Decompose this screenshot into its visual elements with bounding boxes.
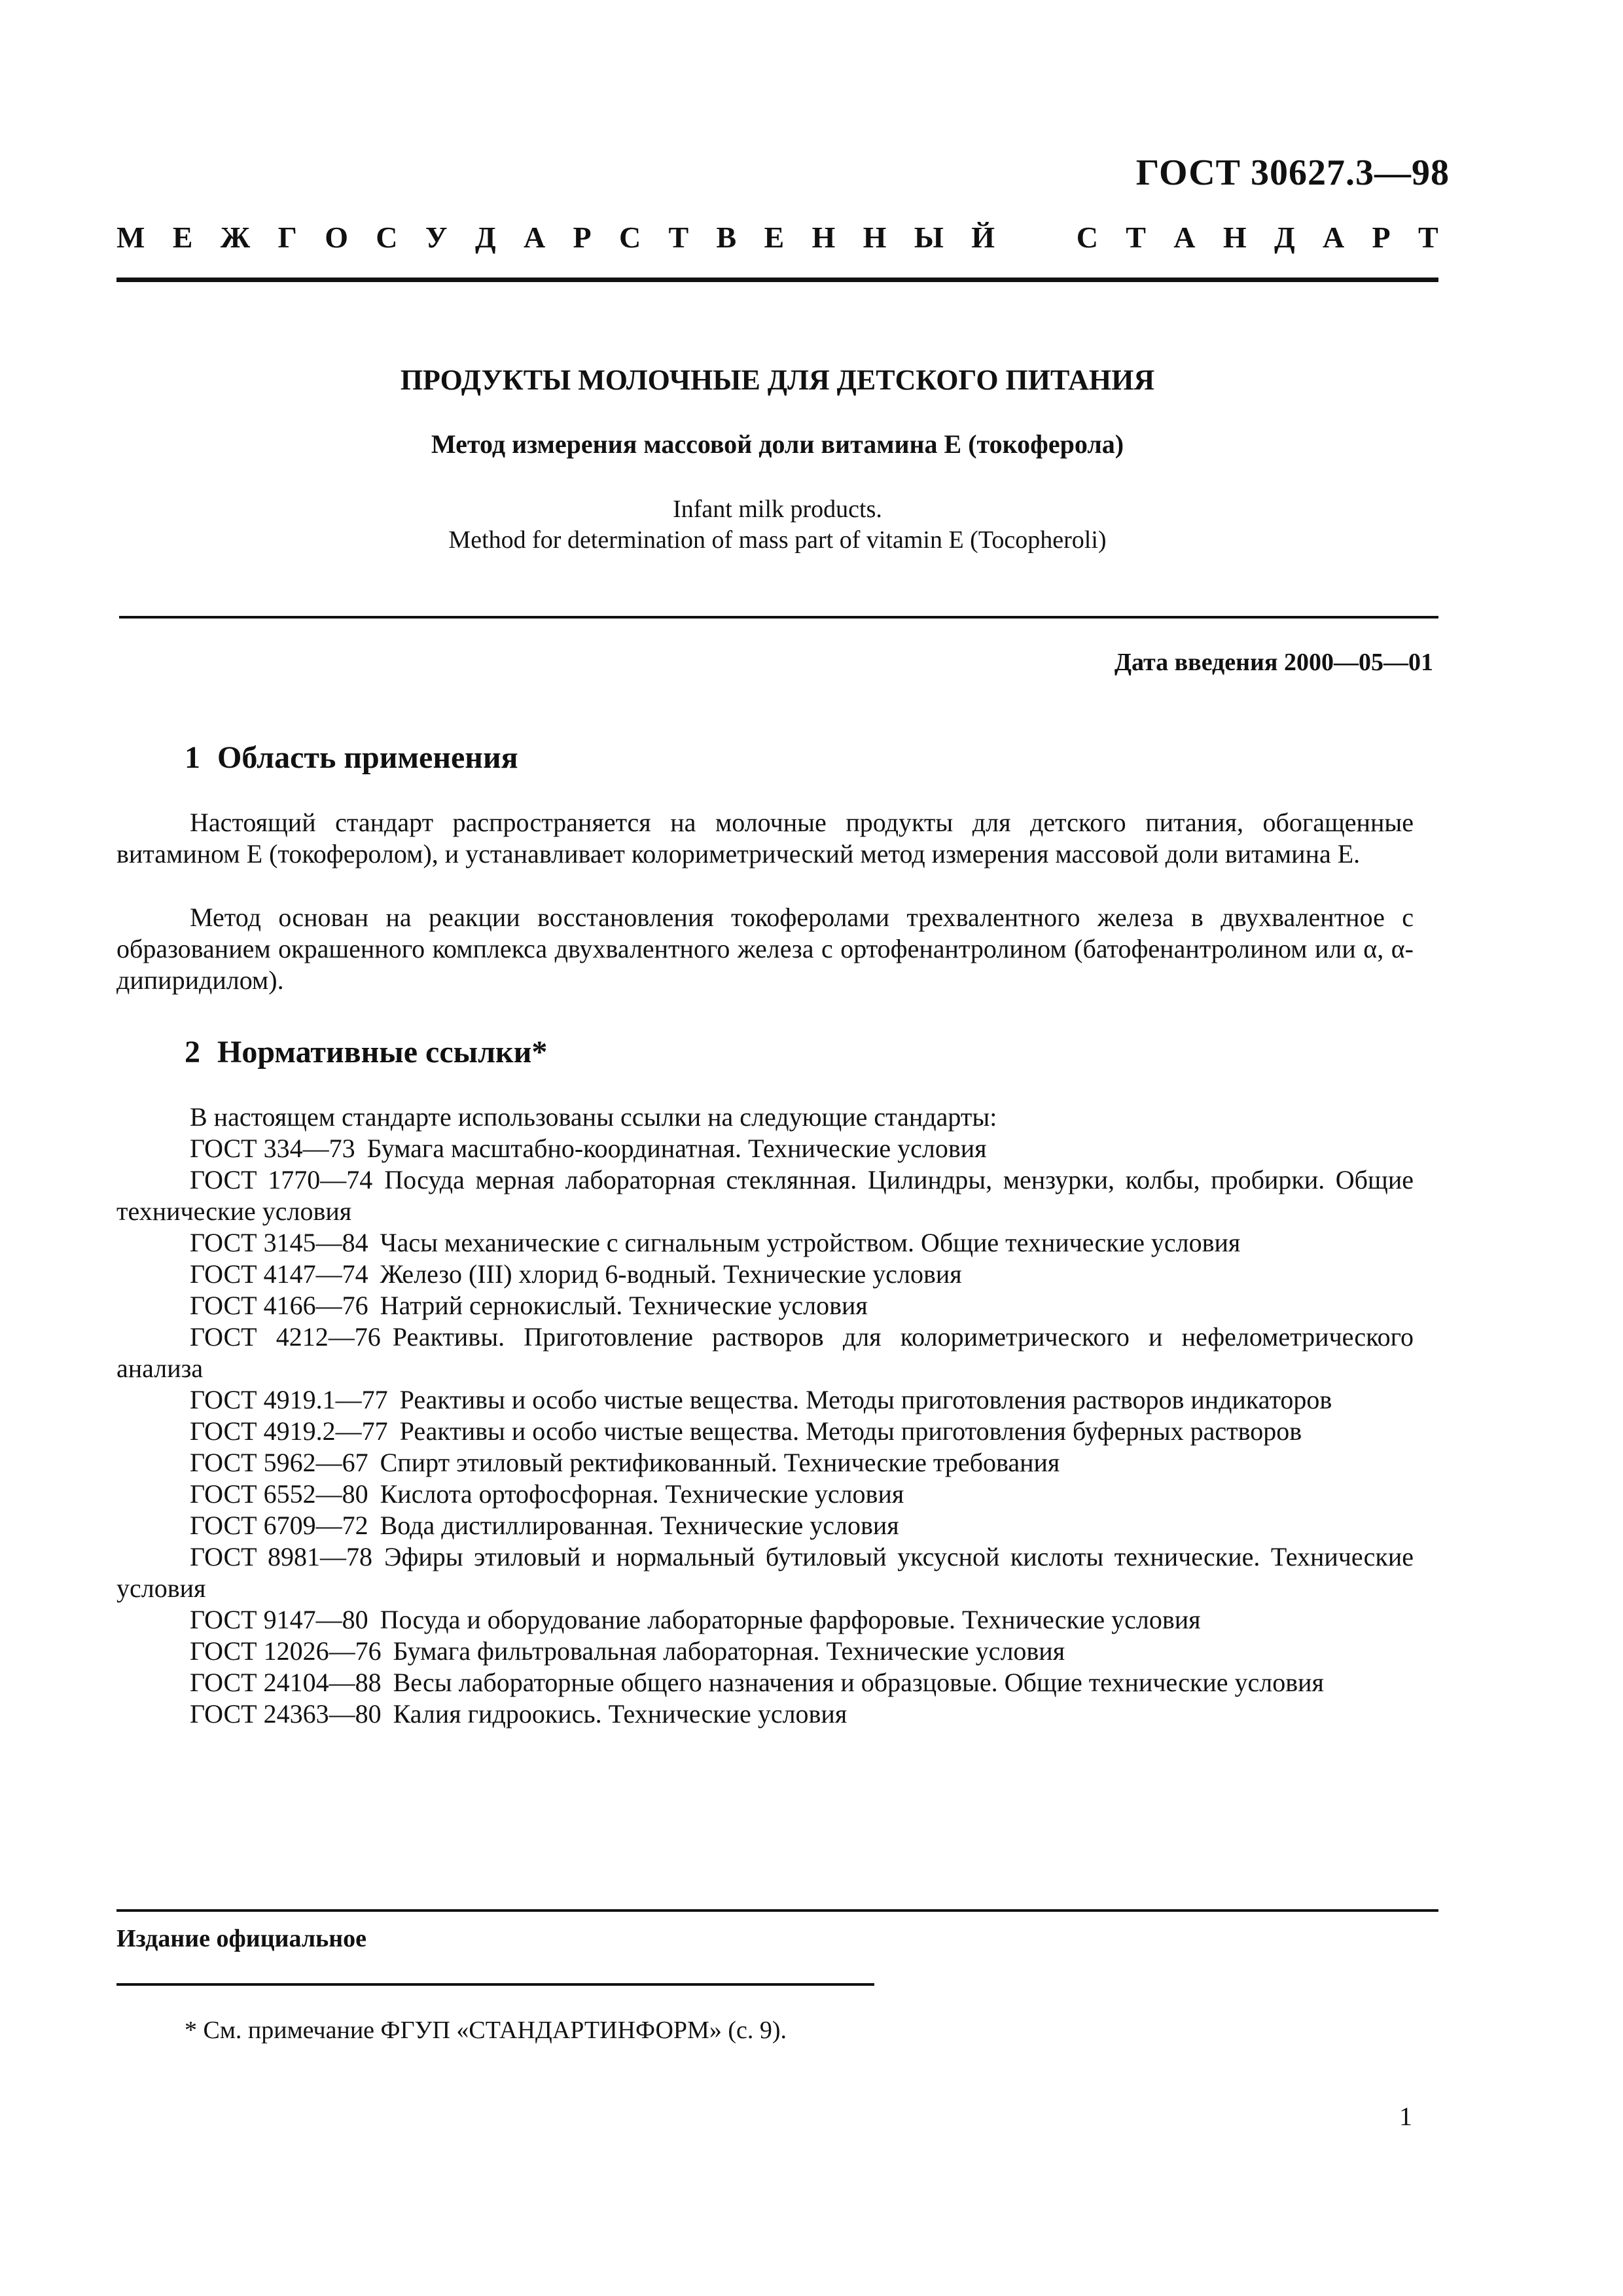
reference-code: ГОСТ 5962—67 <box>190 1448 368 1477</box>
references-intro: В настоящем стандарте использованы ссылки на следующие стандарты: <box>190 1102 997 1132</box>
heading-letter: Н <box>1222 221 1247 254</box>
section-1-heading <box>185 740 518 776</box>
heading-letter: А <box>1173 221 1196 254</box>
word-gap <box>1022 220 1048 255</box>
reference-items <box>116 1133 1414 1730</box>
reference-item <box>116 1604 1414 1636</box>
document-subtitle: Метод измерения массовой доли витамина Е (токоферола) <box>431 429 1124 459</box>
section-1-title: Область применения <box>217 740 518 775</box>
footnote: * См. примечание ФГУП «СТАНДАРТИНФОРМ» (с. 9). <box>185 2017 787 2044</box>
heading-letter: У <box>425 221 448 254</box>
reference-title: Реактивы и особо чистые вещества. Методы приготовления растворов индикаторов <box>399 1385 1332 1414</box>
reference-item <box>116 1164 1414 1227</box>
reference-item <box>116 1133 1414 1164</box>
interstate-standard-heading <box>116 220 1438 255</box>
english-title-line-1: Infant milk products. <box>673 495 882 523</box>
reference-title: Эфиры этиловый и нормальный бутиловый уксусной кислоты технические. Технические условия <box>116 1542 1414 1603</box>
footer-rule <box>116 1909 1438 1912</box>
heading-letter: Д <box>474 221 496 254</box>
section-2-title: Нормативные ссылки* <box>217 1035 548 1069</box>
gost-code: ГОСТ 30627.3—98 <box>1135 152 1450 193</box>
references-list <box>116 1102 1414 1730</box>
reference-title: Натрий сернокислый. Технические условия <box>380 1291 868 1320</box>
heading-letter: Ж <box>220 221 251 254</box>
title-rule <box>119 616 1438 619</box>
reference-code: ГОСТ 4919.1—77 <box>190 1385 388 1414</box>
heading-letter: Т <box>1126 221 1146 254</box>
reference-code: ГОСТ 6709—72 <box>190 1511 368 1540</box>
reference-item <box>116 1384 1414 1416</box>
heading-letter: М <box>116 221 145 254</box>
reference-title: Спирт этиловый ректификованный. Технические требования <box>380 1448 1060 1477</box>
reference-code: ГОСТ 4212—76 <box>190 1322 381 1352</box>
reference-title: Часы механические с сигнальным устройством. Общие технические условия <box>380 1228 1241 1257</box>
heading-letter: Р <box>1372 221 1391 254</box>
heading-letter: Г <box>277 221 297 254</box>
heading-letter: А <box>523 221 546 254</box>
heading-letter: Ы <box>914 221 944 254</box>
reference-item <box>116 1416 1414 1447</box>
section-2-number: 2 <box>185 1035 200 1069</box>
reference-code: ГОСТ 9147—80 <box>190 1605 368 1634</box>
reference-title: Бумага масштабно-координатная. Технические условия <box>366 1134 987 1163</box>
reference-title: Вода дистиллированная. Технические условия <box>380 1511 899 1540</box>
reference-code: ГОСТ 3145—84 <box>190 1228 368 1257</box>
reference-item <box>116 1510 1414 1541</box>
reference-item <box>116 1447 1414 1479</box>
reference-title: Весы лабораторные общего назначения и образцовые. Общие технические условия <box>393 1668 1324 1697</box>
reference-item <box>116 1698 1414 1730</box>
heading-letter: Н <box>812 221 836 254</box>
heading-letter: В <box>716 221 737 254</box>
edition-label: Издание официальное <box>116 1925 367 1952</box>
page-number: 1 <box>1399 2102 1412 2131</box>
heading-letter: Т <box>668 221 689 254</box>
reference-item <box>116 1541 1414 1604</box>
reference-code: ГОСТ 8981—78 <box>190 1542 373 1571</box>
reference-code: ГОСТ 1770—74 <box>190 1165 373 1194</box>
english-title-line-2: Method for determination of mass part of vitamin E (Tocopheroli) <box>448 526 1107 554</box>
heading-letter: Н <box>863 221 887 254</box>
heading-letter: О <box>325 221 348 254</box>
reference-item <box>116 1636 1414 1667</box>
reference-title: Реактивы. Приготовление растворов для колориметрического и нефелометрического анализа <box>116 1322 1414 1383</box>
reference-item <box>116 1259 1414 1290</box>
reference-title: Реактивы и особо чистые вещества. Методы приготовления буферных растворов <box>399 1416 1302 1446</box>
reference-title: Посуда и оборудование лабораторные фарфоровые. Технические условия <box>380 1605 1201 1634</box>
reference-title: Кислота ортофосфорная. Технические условия <box>380 1479 904 1509</box>
section-2-heading <box>185 1034 547 1070</box>
heading-letter: С <box>618 221 641 254</box>
heading-letter: С <box>1076 221 1098 254</box>
reference-code: ГОСТ 4919.2—77 <box>190 1416 388 1446</box>
reference-item <box>116 1290 1414 1321</box>
reference-code: ГОСТ 4147—74 <box>190 1259 368 1289</box>
reference-code: ГОСТ 24363—80 <box>190 1699 382 1729</box>
reference-code: ГОСТ 12026—76 <box>190 1636 382 1666</box>
heading-letter: Й <box>971 221 995 254</box>
heading-letter: А <box>1322 221 1345 254</box>
document-title: ПРОДУКТЫ МОЛОЧНЫЕ ДЛЯ ДЕТСКОГО ПИТАНИЯ <box>400 364 1155 396</box>
heading-letter: Е <box>764 221 785 254</box>
reference-item <box>116 1667 1414 1698</box>
heading-letter: С <box>376 221 398 254</box>
footnote-rule <box>116 1983 874 1986</box>
section-1-number: 1 <box>185 740 200 775</box>
reference-item <box>116 1227 1414 1259</box>
reference-item <box>116 1479 1414 1510</box>
reference-code: ГОСТ 24104—88 <box>190 1668 382 1697</box>
heading-letter: Д <box>1274 221 1295 254</box>
reference-code: ГОСТ 6552—80 <box>190 1479 368 1509</box>
intro-date: Дата введения 2000—05—01 <box>1114 649 1433 676</box>
heading-letter: Р <box>573 221 592 254</box>
reference-code: ГОСТ 334—73 <box>190 1134 355 1163</box>
reference-item <box>116 1321 1414 1384</box>
reference-code: ГОСТ 4166—76 <box>190 1291 368 1320</box>
reference-title: Бумага фильтровальная лабораторная. Технические условия <box>393 1636 1065 1666</box>
reference-title: Посуда мерная лабораторная стеклянная. Цилиндры, мензурки, колбы, пробирки. Общие технические условия <box>116 1165 1414 1226</box>
reference-title: Железо (III) хлорид 6-водный. Технические условия <box>380 1259 962 1289</box>
section-1-paragraph-1: Настоящий стандарт распространяется на молочные продукты для детского питания, обогащенные витамином Е (токоферолом), и устанавливает колориметрический метод измерения массовой доли витамина Е. <box>116 808 1414 869</box>
reference-title: Калия гидроокись. Технические условия <box>393 1699 847 1729</box>
english-title <box>116 494 1438 556</box>
section-1-paragraph-2: Метод основан на реакции восстановления токоферолами трехвалентного железа в двухвалентное с образованием окрашенного комплекса двухвалентного железа с ортофенантролином (батофенантролином или α, α-дипиридилом). <box>116 903 1414 995</box>
heading-letter: Т <box>1418 221 1438 254</box>
header-rule <box>116 278 1438 282</box>
heading-letter: Е <box>172 221 193 254</box>
